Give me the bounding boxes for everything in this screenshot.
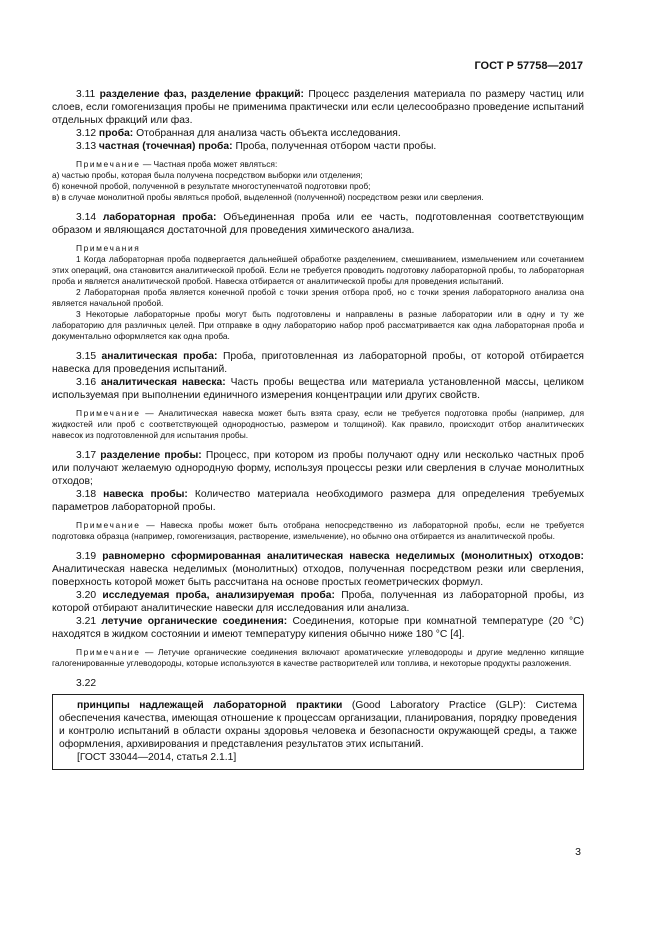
document-standard-number: ГОСТ Р 57758—2017 xyxy=(474,60,583,72)
note-3-14-item-3: 3 Некоторые лабораторные пробы могут быть подготовлены и направлены в разные лаборатории или в одну и ту же лабораторию для различных целей. При отправке в одну лабораторию набор проб рассматривается как одна лабораторная проба и документально оформляется как одна проба. xyxy=(52,309,584,341)
note-3-16: Примечание — Аналитическая навеска может быть взята сразу, если не требуется подготовка пробы (например, для жидкостей или проб с соответствующей однородностью, размером и толщиной). Как правило, происходит отбор аналитических навесок из подготовленной для испытания пробы. xyxy=(52,408,585,440)
definition-3-19: 3.19 равномерно сформированная аналитическая навеска неделимых (монолитных) отходов: Аналитическая навеска неделимых (монолитных) отходов, полученная посредством резки или сверления, поверхность которой может быть рассчитана на основе простых геометрических формул. xyxy=(52,551,584,588)
note-3-14-item-1: 1 Когда лабораторная проба подвергается дальнейшей обработке разделением, смешиванием, измельчением или сочетанием этих операций, она становится аналитической пробой. Если не требуется проводить подготовку лабораторной пробы, то лабораторная проба и является аналитической пробой. Навеска отбирается от аналитической пробы для проведения испытаний. xyxy=(52,254,584,286)
definition-3-13: 3.13 частная (точечная) проба: Проба, полученная отбором части пробы. xyxy=(76,141,437,152)
term: принципы надлежащей лабораторной практики xyxy=(77,700,343,711)
note-3-13: Примечание — Частная проба может являться: xyxy=(76,159,278,169)
definition-3-22: принципы надлежащей лабораторной практики (Good Laboratory Practice (GLP): Система обеспечения качества, имеющая отношение к процессам организации, планирования, порядку проведения и контролю испытаний в области охраны здоровья человека и безопасности окружающей среды, а также оформления, архивирования и представления результатов этих испытаний. xyxy=(59,700,577,750)
note-3-14-item-2: 2 Лабораторная проба является конечной пробой с точки зрения отбора проб, но с точки зрения лабораторного анализа она является начальной пробой. xyxy=(52,287,584,308)
term: проба: xyxy=(98,128,134,139)
definition-3-21: 3.21 летучие органические соединения: Соединения, которые при комнатной температуре (20 °C) находятся в жидком состоянии и имеют температуру кипения обычно ниже 180 °C [4]. xyxy=(52,616,584,640)
term: разделение пробы: xyxy=(100,450,202,461)
term: летучие органические соединения: xyxy=(101,616,288,627)
definition-3-11: 3.11 разделение фаз, разделение фракций: Процесс разделения материала по размеру частиц или слоев, если гомогенизация пробы не применима практически или если целесообразно проведение испытаний отдельных фракций или фаз. xyxy=(52,89,584,126)
term: частная (точечная) проба: xyxy=(98,141,233,152)
definition-3-12: 3.12 проба: Отобранная для анализа часть объекта исследования. xyxy=(76,128,401,139)
note-3-18: Примечание — Навеска пробы может быть отобрана непосредственно из лабораторной пробы, если не требуется подготовка образца (например, гомогенизация, растворение, измельчение), но обычно она отбирается из аналитической пробы. xyxy=(52,520,584,541)
term: аналитическая проба: xyxy=(101,351,218,362)
definition-3-18: 3.18 навеска пробы: Количество материала необходимого размера для определения требуемых параметров лабораторной пробы. xyxy=(52,489,584,513)
note-3-14-heading: Примечания xyxy=(76,243,141,253)
definition-3-20: 3.20 исследуемая проба, анализируемая проба: Проба, полученная из лабораторной пробы, из которой отбирают аналитические навески для исследования или анализа. xyxy=(52,590,584,614)
term: исследуемая проба, анализируемая проба: xyxy=(102,590,335,601)
page-number: 3 xyxy=(575,846,581,858)
note-3-13-item-a: а) частью пробы, которая была получена посредством выборки или отделения; xyxy=(52,170,363,180)
term: аналитическая навеска: xyxy=(100,377,226,388)
definition-3-17: 3.17 разделение пробы: Процесс, при котором из пробы получают одну или несколько частных проб или получают желаемую однородную форму, используя процессы резки или сверления в случае монолитных отходов; xyxy=(52,450,584,487)
term: разделение фаз, разделение фракций: xyxy=(99,89,304,100)
note-3-13-item-c: в) в случае монолитной пробы являться пробой, выделенной (полученной) посредством резки или сверления. xyxy=(52,192,484,202)
document-body xyxy=(52,88,584,770)
definition-3-15: 3.15 аналитическая проба: Проба, приготовленная из лабораторной пробы, от которой отбирается навеска для проведения испытаний. xyxy=(52,351,584,375)
term: равномерно сформированная аналитическая навеска неделимых (монолитных) отходов: xyxy=(102,551,584,562)
term: лабораторная проба: xyxy=(102,212,217,223)
definition-3-22-source: [ГОСТ 33044—2014, статья 2.1.1] xyxy=(77,752,237,763)
definition-3-22-box xyxy=(52,694,584,770)
term: навеска пробы: xyxy=(103,489,188,500)
definition-3-16: 3.16 аналитическая навеска: Часть пробы вещества или материала установленной массы, целиком используемая при выполнении единичного измерения концентрации или других свойств. xyxy=(52,377,584,401)
definition-3-22-number: 3.22 xyxy=(76,678,97,689)
note-3-21: Примечание — Летучие органические соединения включают ароматические углеводороды и другие медленно кипящие галогенированные углеводороды, которые используются в качестве растворителей или топлива, и некоторые продукты разложения. xyxy=(52,647,584,668)
note-3-13-item-b: б) конечной пробой, полученной в результате многоступенчатой подготовки проб; xyxy=(52,181,371,191)
definition-3-14: 3.14 лабораторная проба: Объединенная проба или ее часть, подготовленная соответствующим образом и являющаяся достаточной для проведения химического анализа. xyxy=(52,212,584,236)
